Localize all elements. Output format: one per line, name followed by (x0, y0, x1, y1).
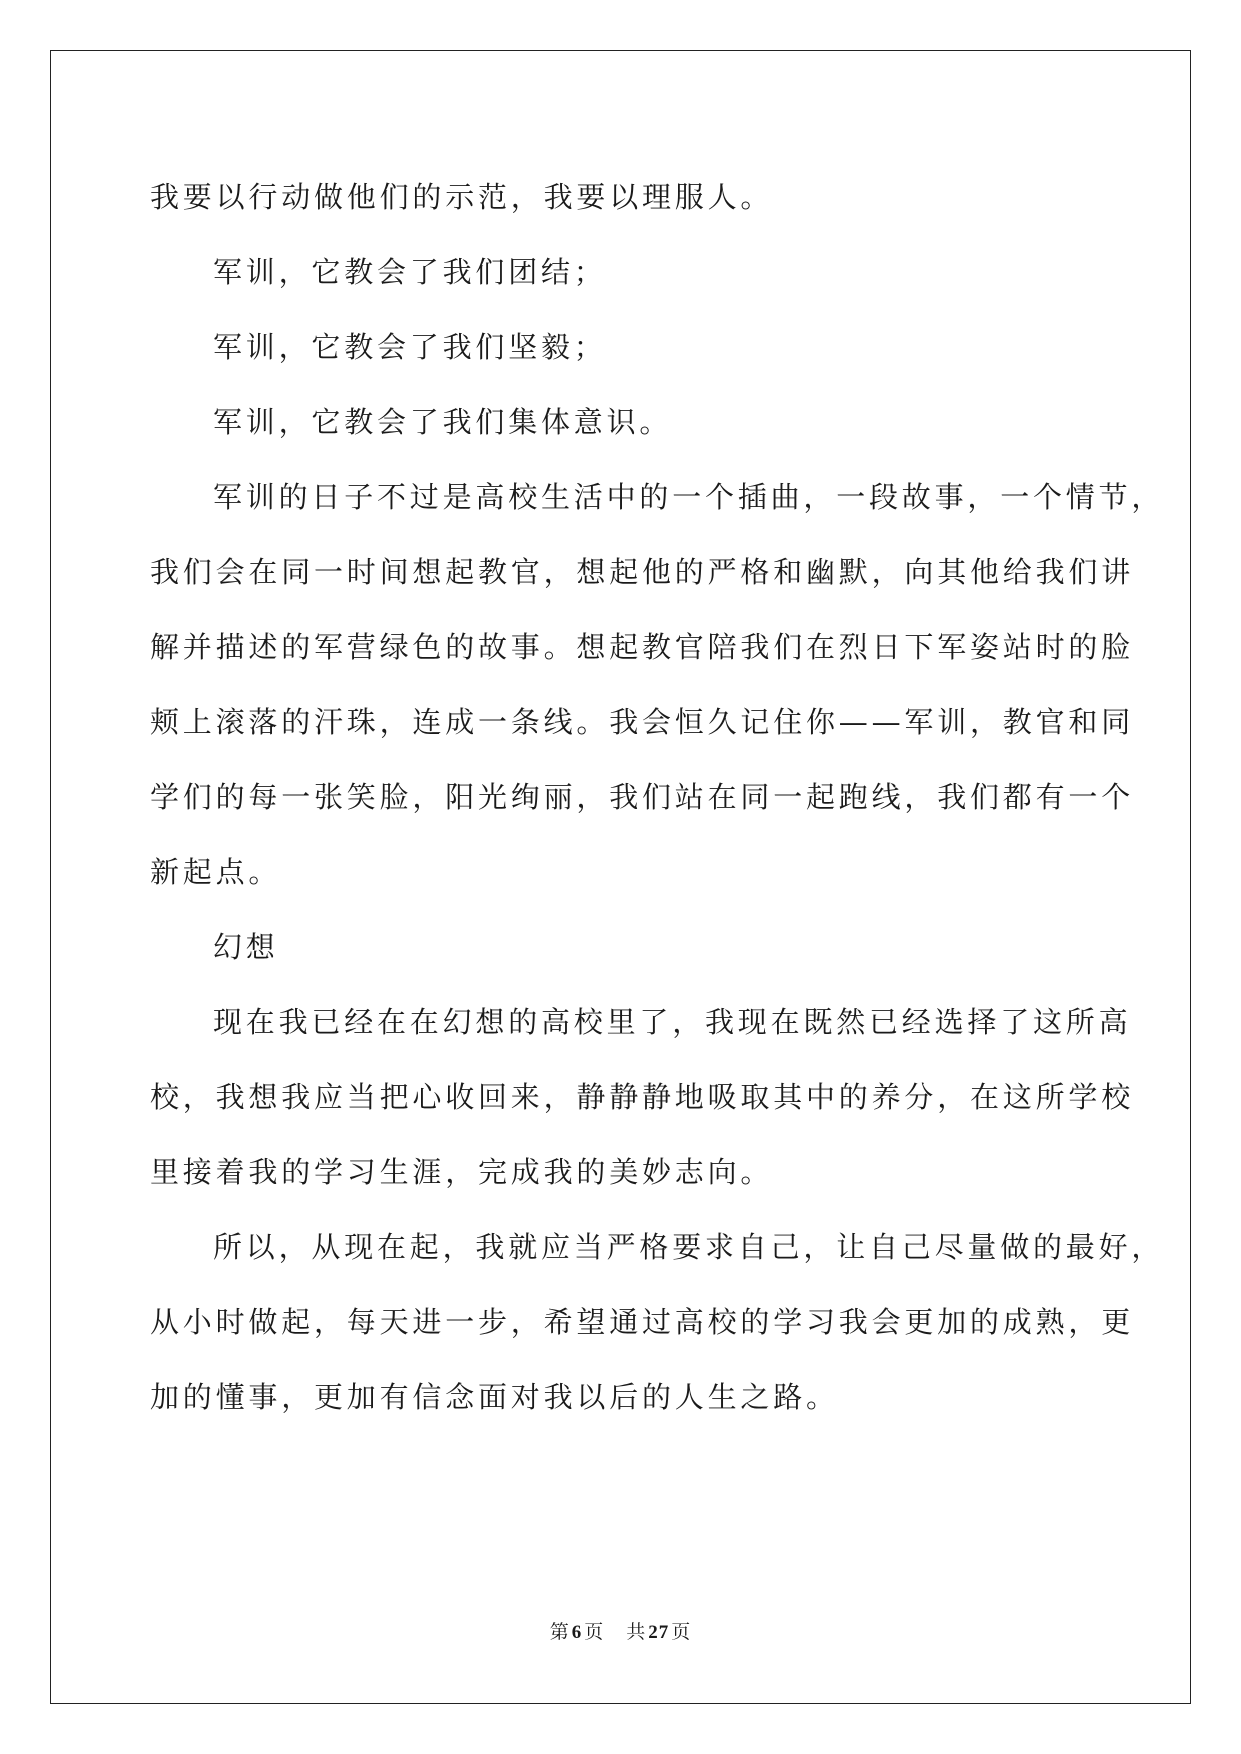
paragraph (150, 385, 1096, 460)
total-prefix: 共 (626, 1621, 647, 1643)
paragraph (150, 460, 1165, 535)
text-line: 幻想 (213, 930, 279, 964)
text-line: 军训，它教会了我们坚毅； (213, 330, 607, 364)
section-heading (150, 910, 1096, 985)
text-line: 从小时做起，每天进一步，希望通过高校的学习我会更加的成熟，更 (150, 1305, 1135, 1339)
paragraph-continuation (150, 535, 1135, 910)
text-line: 现在我已经在在幻想的高校里了，我现在既然已经选择了这所高 (213, 1005, 1132, 1039)
paragraph (150, 1210, 1165, 1285)
text-line: 我要以行动做他们的示范，我要以理服人。 (150, 180, 774, 214)
page-footer (0, 1617, 1241, 1644)
page-prefix: 第 (549, 1621, 570, 1643)
total-pages: 27 (648, 1622, 670, 1643)
paragraph (150, 310, 1096, 385)
text-line: 军训，它教会了我们集体意识。 (213, 405, 673, 439)
text-line: 里接着我的学习生涯，完成我的美妙志向。 (150, 1155, 774, 1189)
paragraph-continuation (150, 1285, 1135, 1435)
text-line: 新起点。 (150, 855, 282, 889)
text-line: 校，我想我应当把心收回来，静静静地吸取其中的养分，在这所学校 (150, 1080, 1135, 1114)
paragraph (150, 235, 1096, 310)
paragraph-continuation (150, 1060, 1135, 1210)
text-line: 我们会在同一时间想起教官，想起他的严格和幽默，向其他给我们讲 (150, 555, 1135, 589)
text-line: 军训，它教会了我们团结； (213, 255, 607, 289)
page-suffix: 页 (584, 1621, 605, 1643)
text-line: 加的懂事，更加有信念面对我以后的人生之路。 (150, 1380, 839, 1414)
text-line: 军训的日子不过是高校生活中的一个插曲，一段故事，一个情节， (213, 480, 1165, 514)
total-suffix: 页 (671, 1621, 692, 1643)
text-line: 颊上滚落的汗珠，连成一条线。我会恒久记住你——军训，教官和同 (150, 705, 1135, 739)
text-line: 学们的每一张笑脸，阳光绚丽，我们站在同一起跑线，我们都有一个 (150, 780, 1135, 814)
paragraph (150, 985, 1132, 1060)
document-body (150, 160, 1165, 1435)
page-number: 6 (571, 1622, 583, 1643)
paragraph (150, 160, 1096, 235)
text-line: 解并描述的军营绿色的故事。想起教官陪我们在烈日下军姿站时的脸 (150, 630, 1135, 664)
text-line: 所以，从现在起，我就应当严格要求自己，让自己尽量做的最好， (213, 1230, 1165, 1264)
